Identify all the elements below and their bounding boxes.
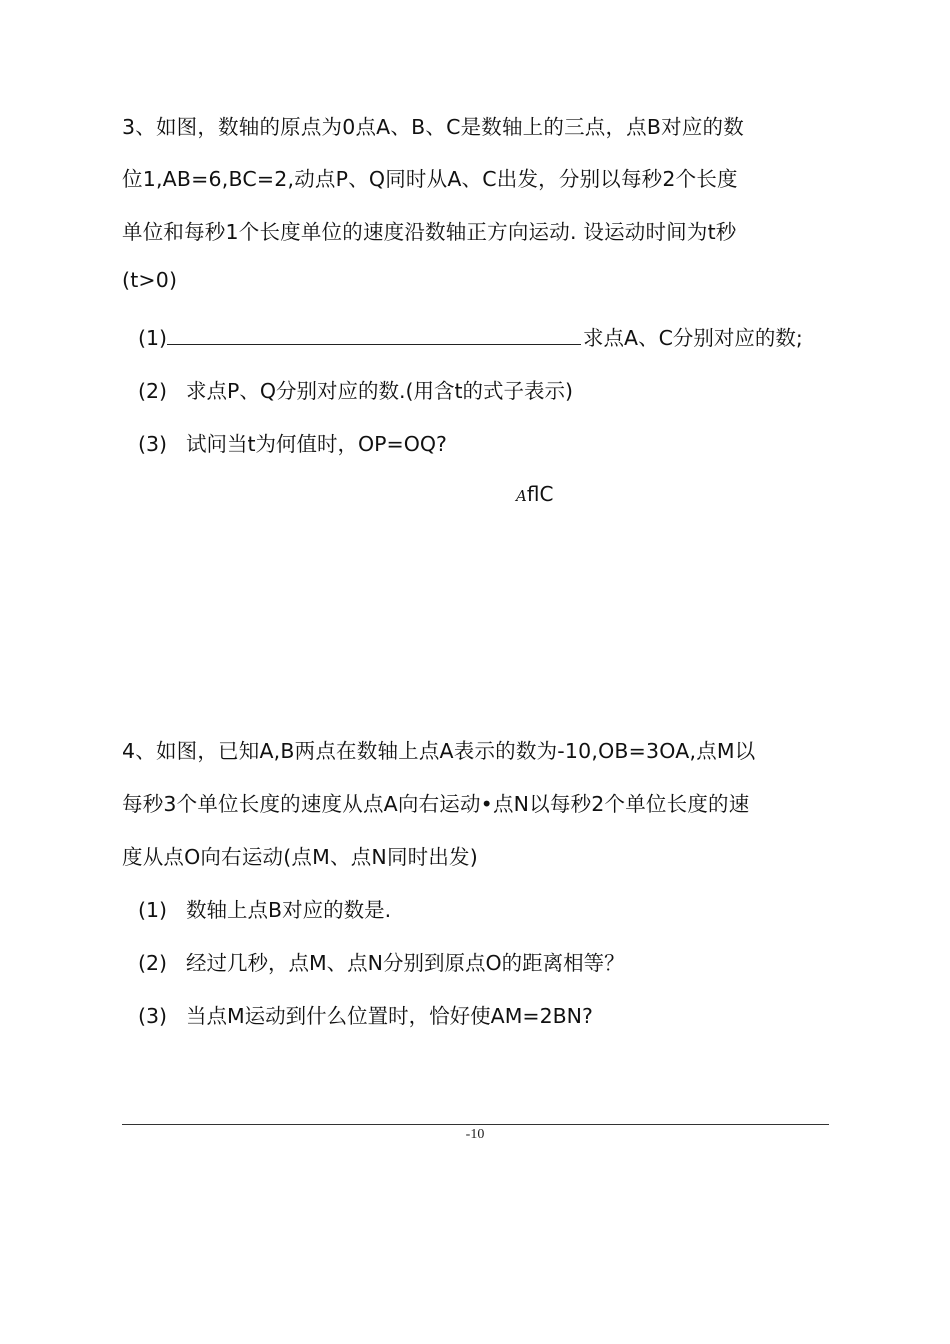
q3-sub-2-text: 求点P、Q分别对应的数.(用含t的式子表示)	[186, 379, 574, 403]
q3-sub-2	[138, 374, 573, 404]
q4-sub-2-number: (2)	[138, 951, 168, 975]
q4-sub-3	[138, 999, 593, 1029]
q4-sub-1-number: (1)	[138, 898, 168, 922]
q3-sub-1-text: 求点A、C分别对应的数;	[583, 326, 803, 350]
q3-sub-2-number: (2)	[138, 379, 168, 403]
figure-label-italic: A	[516, 487, 527, 505]
q4-sub-1-text: 数轴上点B对应的数是.	[186, 898, 392, 922]
q4-sub-3-number: (3)	[138, 1004, 168, 1028]
q3-line-2: 位1,AB=6,BC=2,动点P、Q同时从A、C出发，分别以每秒2个长度	[122, 167, 738, 191]
q4-line-1: 4、如图，已知A,B两点在数轴上点A表示的数为-10,OB=3OA,点M以	[122, 739, 756, 763]
q3-sub-1-number: (1)	[138, 326, 168, 350]
q3-sub-3	[138, 427, 447, 457]
q3-sub-1	[138, 321, 803, 351]
q3-line-3: 单位和每秒1个长度单位的速度沿数轴正方向运动. 设运动时间为t秒	[122, 220, 737, 244]
q4-sub-1	[138, 893, 391, 923]
q4-sub-2-text: 经过几秒，点M、点N分别到原点O的距离相等？	[186, 951, 625, 975]
footer-divider	[122, 1124, 829, 1125]
q4-line-3: 度从点O向右运动(点M、点N同时出发)	[122, 845, 478, 869]
q3-line-4: (t>0)	[122, 268, 178, 292]
q4-sub-2	[138, 946, 625, 976]
q4-line-2: 每秒3个单位长度的速度从点A向右运动•点N以每秒2个单位长度的速	[122, 792, 750, 816]
q4-sub-3-text: 当点M运动到什么位置时，恰好使AM=2BN?	[186, 1004, 593, 1028]
q3-sub-3-number: (3)	[138, 432, 168, 456]
answer-blank	[167, 324, 581, 345]
page-number: -10	[465, 1127, 485, 1142]
q3-sub-3-text: 试问当t为何值时，OP=OQ?	[186, 432, 447, 456]
figure-label-text: flC	[526, 482, 554, 506]
figure-label	[516, 482, 553, 506]
q3-line-1: 3、如图，数轴的原点为0点A、B、C是数轴上的三点，点B对应的数	[122, 115, 744, 139]
